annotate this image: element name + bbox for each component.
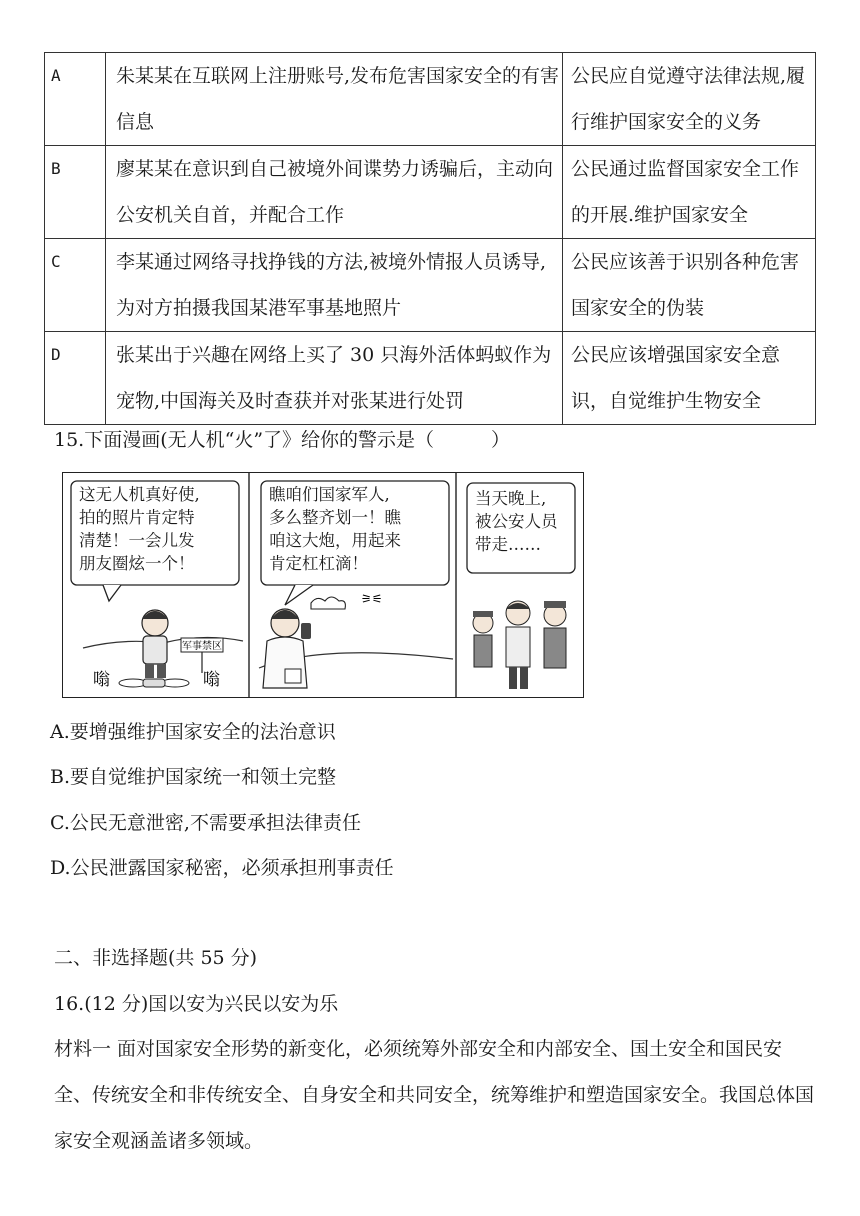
sound-left: 嗡 bbox=[93, 670, 110, 690]
row-case: 李某通过网络寻找挣钱的方法,被境外情报人员诱导,为对方拍摄我国某港军事基地照片 bbox=[106, 239, 563, 332]
row-case: 张某出于兴趣在网络上买了 30 只海外活体蚂蚁作为宠物,中国海关及时查获并对张某进行处罚 bbox=[106, 332, 563, 425]
option-c: C.公民无意泄密,不需要承担法律责任 bbox=[50, 812, 361, 834]
police-figures-icon bbox=[473, 601, 566, 689]
row-key: C bbox=[45, 239, 106, 332]
cases-table bbox=[44, 52, 816, 425]
table-row bbox=[45, 239, 816, 332]
comic-strip bbox=[62, 472, 584, 698]
cloud-icon bbox=[311, 597, 345, 609]
camera-bag-icon bbox=[285, 669, 301, 683]
row-lesson: 公民应该增强国家安全意识，自觉维护生物安全 bbox=[563, 332, 816, 425]
phone-icon bbox=[301, 623, 311, 639]
option-b: B.要自觉维护国家统一和领土完整 bbox=[50, 766, 337, 788]
sign-text: 军事禁区 bbox=[182, 641, 222, 652]
row-key: A bbox=[45, 53, 106, 146]
caption-3-text: 当天晚上, 被公安人员 带走…… bbox=[475, 489, 558, 554]
row-lesson: 公民应该善于识别各种危害国家安全的伪装 bbox=[563, 239, 816, 332]
row-case: 廖某某在意识到自己被境外间谍势力诱骗后，主动向公安机关自首，并配合工作 bbox=[106, 146, 563, 239]
table-row bbox=[45, 146, 816, 239]
bubble-2-text: 瞧咱们国家军人, 多么整齐划一！瞧 咱这大炮，用起来 肯定杠杠滴！ bbox=[269, 485, 401, 573]
row-case: 朱某某在互联网上注册账号,发布危害国家安全的有害信息 bbox=[106, 53, 563, 146]
question-16-title: 16.(12 分)国以安为兴民以安为乐 bbox=[54, 993, 339, 1015]
question-15-stem: 15.下面漫画(无人机“火”了》给你的警示是（ ） bbox=[54, 429, 511, 451]
section-2-heading: 二、非选择题(共 55 分) bbox=[54, 947, 258, 969]
option-d: D.公民泄露国家秘密，必须承担刑事责任 bbox=[50, 857, 394, 879]
row-key: B bbox=[45, 146, 106, 239]
drone-icon bbox=[119, 679, 189, 687]
table-row bbox=[45, 53, 816, 146]
material-1-paragraph: 材料一 面对国家安全形势的新变化，必须统筹外部安全和内部安全、国土安全和国民安全、传统安全和非传统安全、自身安全和共同安全，统筹维护和塑造国家安全。我国总体国家安全观涵盖诸多领域。 bbox=[54, 1038, 815, 1152]
birds-icon: ⚞⚟ bbox=[361, 592, 383, 606]
row-lesson: 公民通过监督国家安全工作的开展.维护国家安全 bbox=[563, 146, 816, 239]
table-row bbox=[45, 332, 816, 425]
boy-figure-icon bbox=[142, 610, 168, 678]
option-a: A.要增强维护国家安全的法治意识 bbox=[50, 721, 336, 743]
row-key: D bbox=[45, 332, 106, 425]
row-lesson: 公民应自觉遵守法律法规,履行维护国家安全的义务 bbox=[563, 53, 816, 146]
photographer-figure-icon bbox=[263, 609, 311, 688]
sound-right: 嗡 bbox=[203, 670, 220, 690]
bubble-1-text: 这无人机真好使, 拍的照片肯定特 清楚！一会儿发 朋友圈炫一个！ bbox=[79, 485, 200, 573]
